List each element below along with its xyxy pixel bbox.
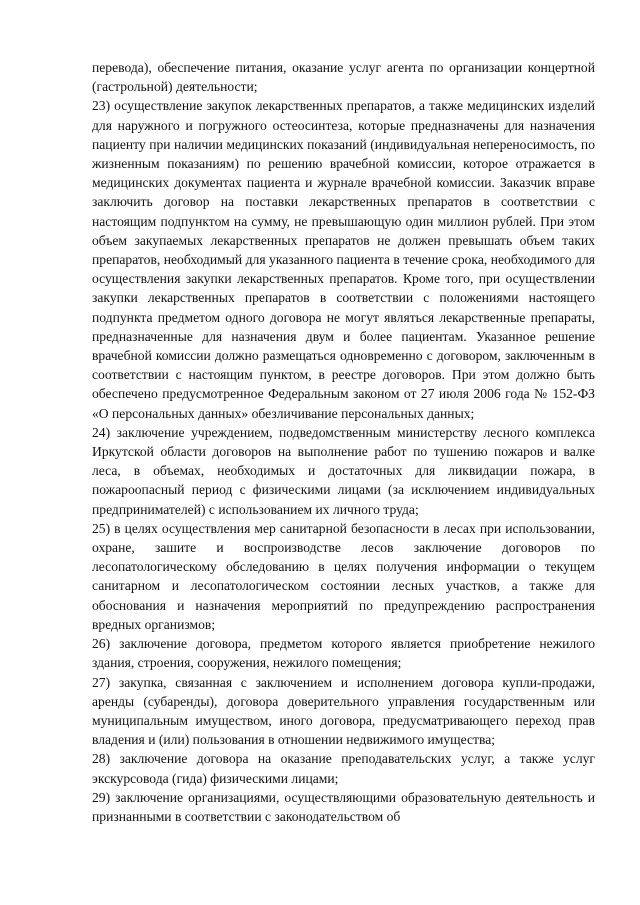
paragraph-item-27: 27) закупка, связанная с заключением и исполнением договора купли-продажи, аренды (субаренды), договора доверительного управления государственным или муниципальным имуществом, иного договора, предусматривающего переход прав владения и (или) пользования в отношении недвижимого имущества; xyxy=(92,674,595,748)
paragraph-continuation: перевода), обеспечение питания, оказание услуг агента по организации концертной (гастрольной) деятельности; xyxy=(92,60,595,95)
paragraph-item-23: 23) осуществление закупок лекарственных препаратов, а также медицинских изделий для наружного и погружного остеосинтеза, которые предназначены для назначения пациенту при наличии медицинских показаний (индивидуальная непереносимость, по жизненным показаниям) по решению врачебной комиссии, которое отражается в медицинских документах пациента и журнале врачебной комиссии. Заказчик вправе заключить договор на поставки лекарственных препаратов в соответствии с настоящим подпунктом на сумму, не превышающую один миллион рублей. При этом объем закупаемых лекарственных препаратов не должен превышать объем таких препаратов, необходимый для указанного пациента в течение срока, необходимого для осуществления закупки лекарственных препаратов. Кроме того, при осуществлении закупки лекарственных препаратов в соответствии с положениями настоящего подпункта предметом одного договора не могут являться лекарственные препараты, предназначенные для назначения двум и более пациентам. Указанное решение врачебной комиссии должно размещаться одновременно с договором, заключенным в соответствии с настоящим пунктом, в реестре договоров. При этом должно быть обеспечено предусмотренное Федеральным законом от 27 июля 2006 года № 152-ФЗ «О персональных данных» обезличивание персональных данных; xyxy=(92,98,595,421)
paragraph-item-28: 28) заключение договора на оказание преподавательских услуг, а также услуг экскурсовода (гида) физическими лицами; xyxy=(92,751,595,786)
paragraph-item-26: 26) заключение договора, предметом которого является приобретение нежилого здания, строения, сооружения, нежилого помещения; xyxy=(92,636,595,671)
paragraph-item-25: 25) в целях осуществления мер санитарной безопасности в лесах при использовании, охране, зашите и воспроизводстве лесов заключение договоров по лесопатологическому обследованию в целях получения информации о текущем санитарном и лесопатологическом состоянии лесных участков, а также для обоснования и назначения мероприятий по предупреждению распространения вредных организмов; xyxy=(92,520,595,632)
paragraph-item-29: 29) заключение организациями, осуществляющими образовательную деятельность и признанными в соответствии с законодательством об xyxy=(92,789,595,824)
paragraph-item-24: 24) заключение учреждением, подведомственным министерству лесного комплекса Иркутской области договоров на выполнение работ по тушению пожаров и валке леса, в объемах, необходимых и достаточных для ликвидации пожара, в пожароопасный период с физическими лицами (за исключением индивидуальных предпринимателей) с использованием их личного труда; xyxy=(92,424,595,517)
document-page xyxy=(92,58,595,826)
